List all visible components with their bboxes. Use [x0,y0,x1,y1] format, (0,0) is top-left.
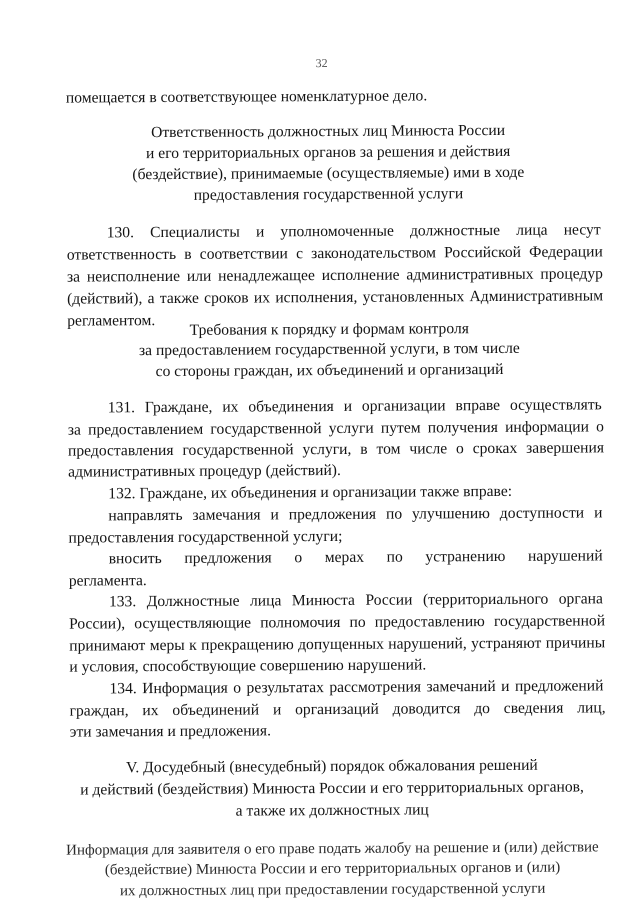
heading-line: предоставления государственной услуги [193,185,464,204]
page-number: 32 [315,56,328,71]
paragraph-line: предоставления государственной услуги, в том числе о сроках завершения [67,439,605,460]
paragraph-line: принимают меры к прекращению допущенных нарушений, устраняют причины [69,634,606,655]
paragraph-line: регламента. [68,572,147,590]
paragraph-line: за неисполнение или ненадлежащее исполнение административных процедур [66,265,603,286]
paragraph-line: России), осуществляющие полномочия по предоставлению государственной [69,612,606,633]
paragraph-line: граждан, их объединений и организаций доводится до сведения лиц, [69,699,606,720]
paragraph-line: эти замечания и предложения. [69,722,272,741]
paragraph-line: 130. Специалисты и уполномоченные должностные лица несут [106,221,601,242]
section-heading-line: а также их должностных лиц [235,801,429,820]
continuation-line: помещается в соответствующее номенклатурное дело. [65,87,428,107]
paragraph-line: и условия, способствующие совершению нарушений. [69,656,427,676]
paragraph-line: 133. Должностные лица Минюста России (территориального органа [108,590,603,611]
heading-line: Ответственность должностных лиц Минюста России [150,121,506,142]
paragraph-line: предоставления государственной услуги; [68,527,343,547]
paragraph-line: (действий), а также сроков их исполнения, установленных Административным [67,287,604,308]
paragraph-line: 134. Информация о результатах рассмотрения замечаний и предложений [109,677,604,698]
paragraph-line: регламентом. [67,312,156,330]
heading-line: (бездействие), принимаемые (осуществляемые) ими в ходе [132,163,525,184]
paragraph-line: 131. Граждане, их объединения и организации вправе осуществлять [107,396,602,417]
heading-line: со стороны граждан, их объединений и организаций [155,360,504,381]
section-heading-line: V. Досудебный (внесудебный) порядок обжалования решений [126,756,538,777]
paragraph-line: за предоставлением государственной услуги путем получения информации о [67,418,604,439]
heading-line: Требования к порядку и формам контроля [189,320,469,339]
paragraph-line: вносить предложения о мерах по устранению нарушений [108,547,603,568]
paragraph-line: направлять замечания и предложения по улучшению доступности и [108,504,603,525]
heading-line: за предоставлением государственной услуги, в том числе [138,339,520,360]
paragraph-line: административных процедур (действий). [68,461,341,481]
paragraph-line: ответственность в соответствии с законодательством Российской Федерации [66,243,603,264]
heading-line: и его территориальных органов за решения и действия [145,142,511,163]
section-heading-line: и действий (бездействия) Минюста России и его территориальных органов, [80,778,584,799]
paragraph-line: 132. Граждане, их объединения и организации также вправе: [108,482,513,503]
info-heading-line: Информация для заявителя о его праве подать жалобу на решение и (или) действие [66,839,599,859]
info-heading-line: (бездействие) Минюста России и его территориальных органов и (или) [104,859,561,879]
info-heading-line: их должностных лиц при предоставлении государственной услуги [119,880,546,900]
